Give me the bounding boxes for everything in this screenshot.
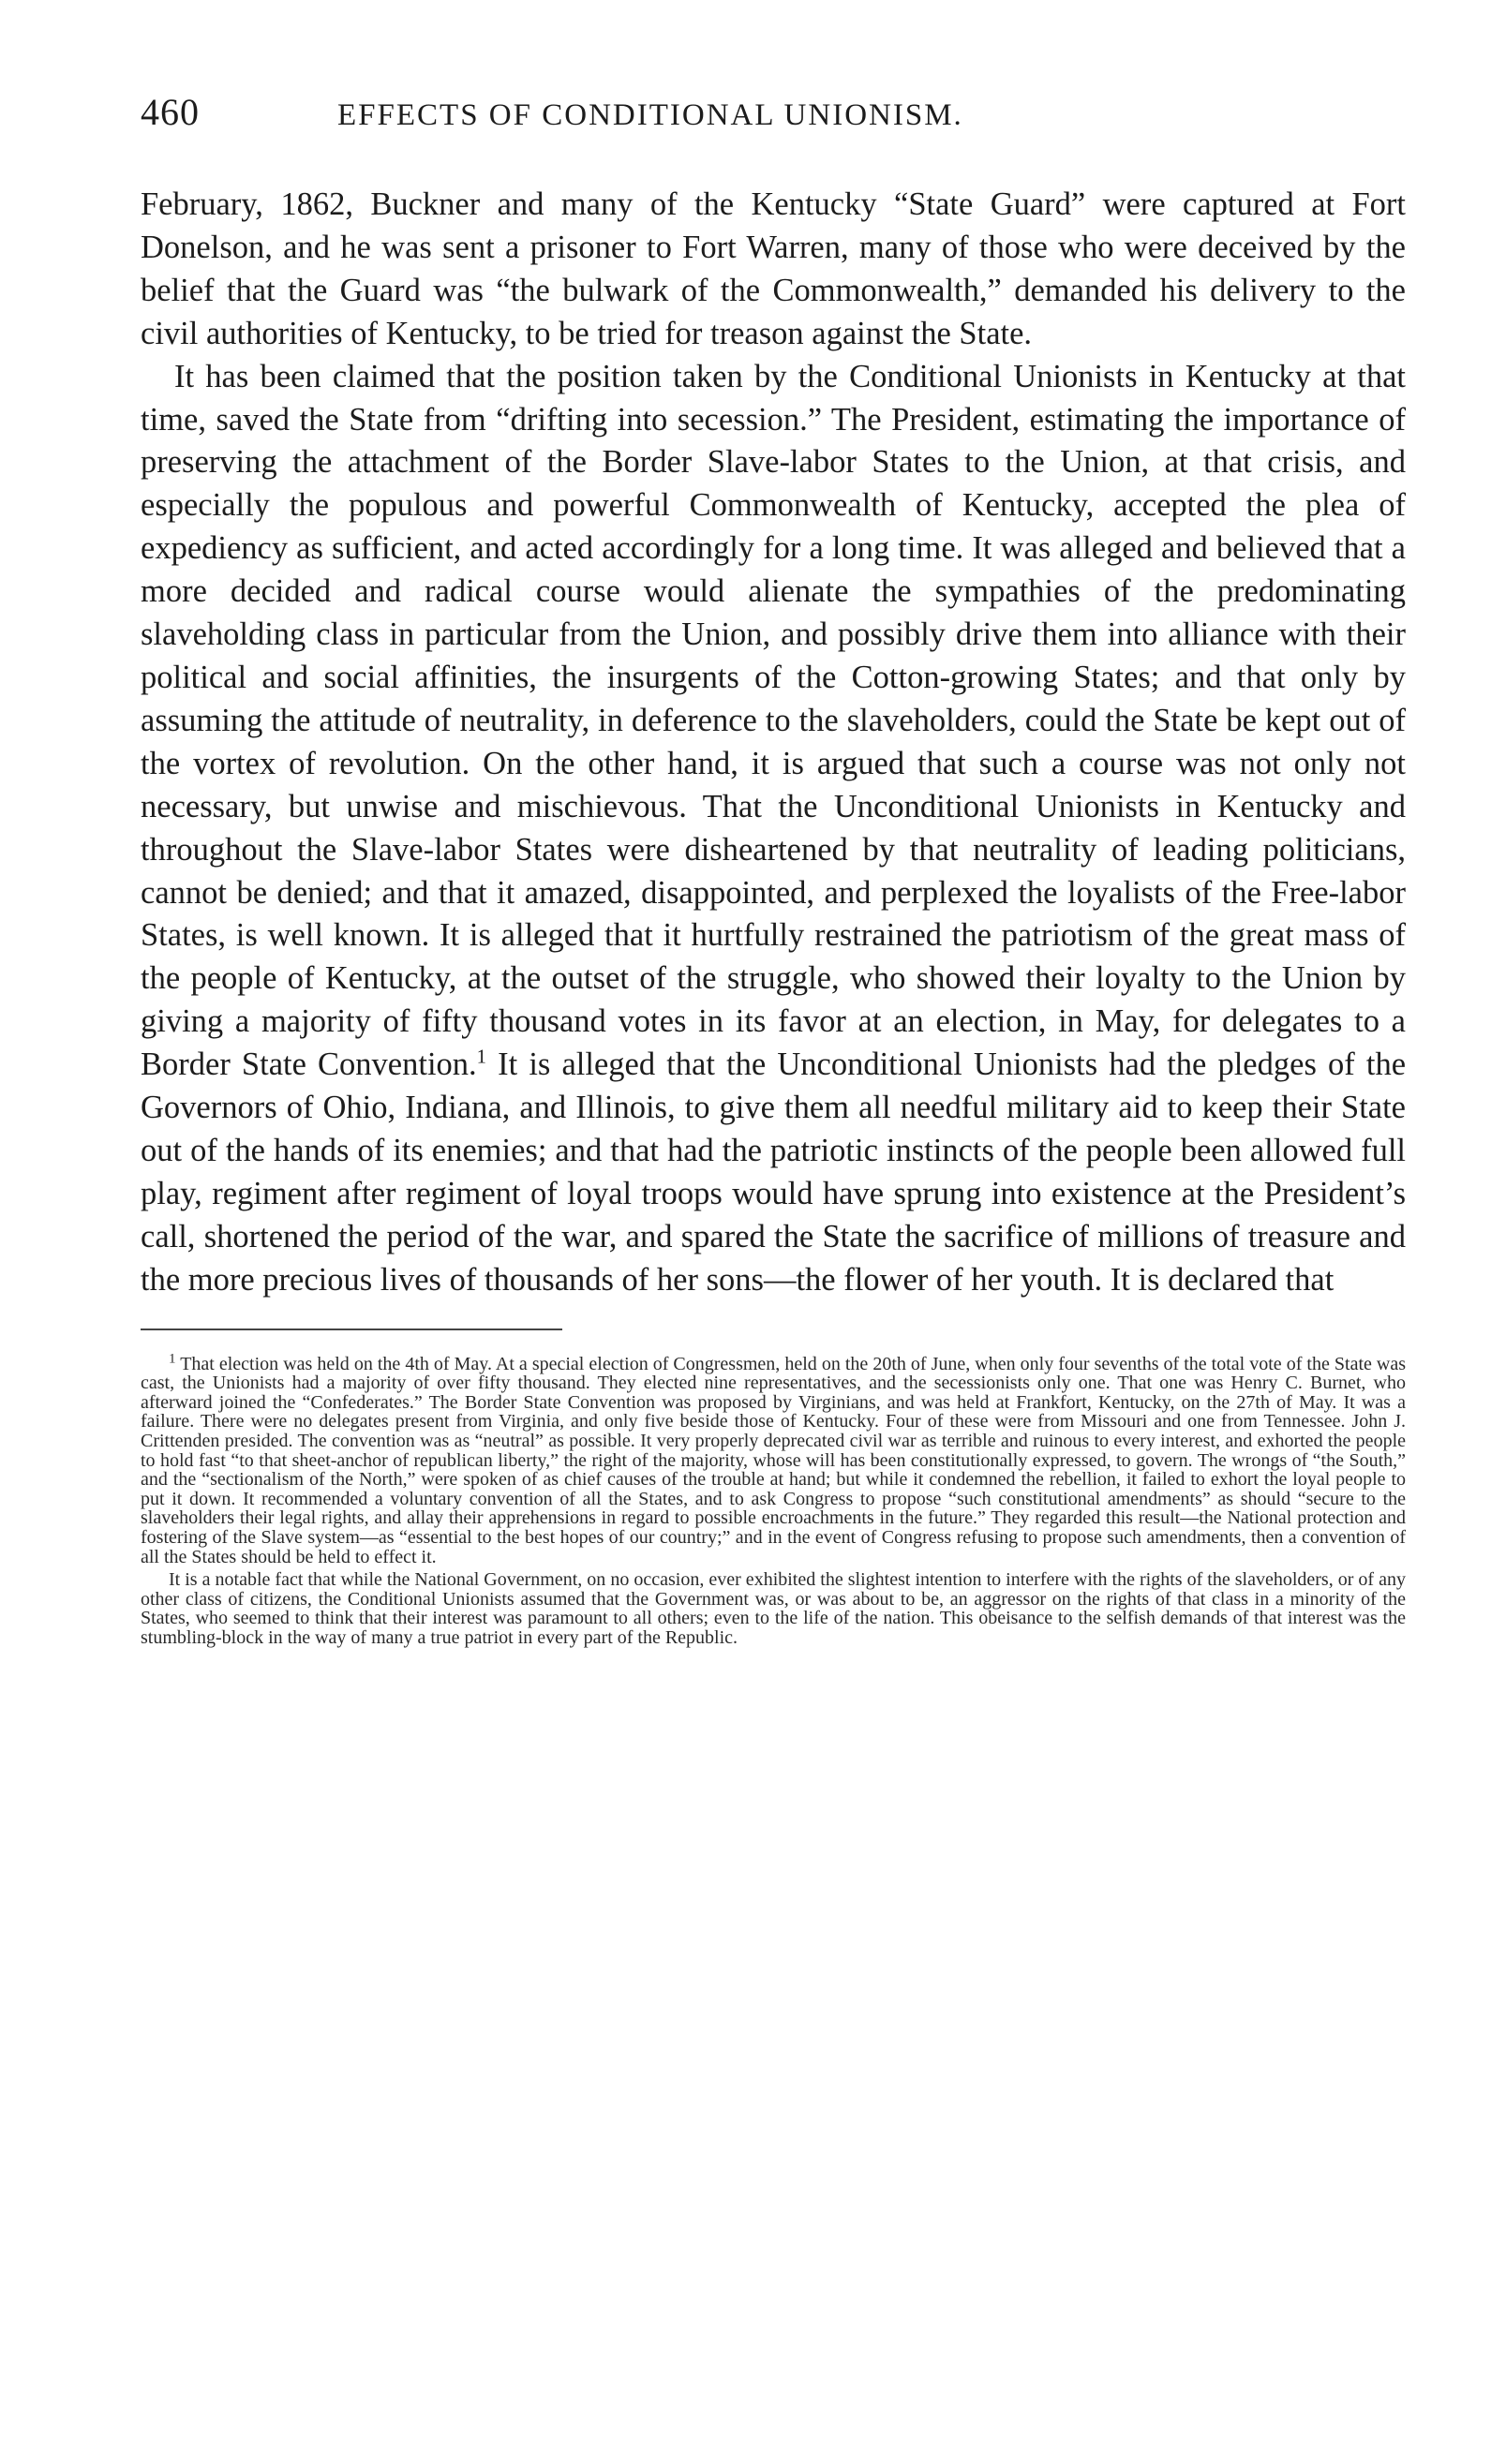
footnote-1-marker: 1 (169, 1350, 176, 1366)
page-header (141, 90, 1406, 146)
main-text (141, 184, 1406, 1302)
running-head: EFFECTS OF CONDITIONAL UNIONISM. (337, 98, 963, 132)
footnote-2: It is a notable fact that while the National Government, on no occasion, ever exhibited the slightest intention to interfere with the rights of the slaveholders, or of any other class of citizens, the Conditional Unionists assumed that the Government was, or was about to be, an aggressor on the rights of that class in a minority of the States, who seemed to think that their interest was paramount to all others; even to the life of the nation. This obeisance to the selfish demands of that interest was the stumbling-block in the way of many a true patriot in every part of the Republic. (141, 1569, 1406, 1648)
paragraph-2 (141, 356, 1406, 1302)
book-page (141, 90, 1406, 1647)
footnote-1-text: That election was held on the 4th of May. At a special election of Congressmen, held on the 20th of June, when only four sevenths of the total vote of the State was cast, the Unionists had a majority of over fifty thousand. They elected nine representatives, and the secessionists only one. That one was Henry C. Burnet, who afterward joined the “Confederates.” The Border State Convention was proposed by Virginians, and was held at Frankfort, Kentucky, on the 27th of May. It was a failure. There were no delegates present from Virginia, and only five beside those of Kentucky. Four of these were from Missouri and one from Tennessee. John J. Crittenden presided. The convention was as “neutral” as possible. It very properly deprecated civil war as terrible and ruinous to every interest, and exhorted the people to hold fast “to that sheet-anchor of republican liberty,” the right of the majority, whose will has been constitutionally expressed, to govern. The wrongs of “the South,” and the “sectionalism of the North,” were spoken of as chief causes of the trouble at hand; but while it condemned the rebellion, it failed to exhort the loyal people to put it down. It recommended a voluntary convention of all the States, and to ask Congress to propose “such constitutional amendments” as should “secure to the slaveholders their legal rights, and allay their apprehensions in regard to possible encroachments in the future.” They regarded this result—the National protection and fostering of the Slave system—as “essential to the best hopes of our country;” and in the event of Congress refusing to propose such amendments, then a convention of all the States should be held to effect it. (141, 1353, 1407, 1567)
footnote-reference: 1 (476, 1046, 487, 1068)
paragraph-2-part-1: It has been claimed that the position taken by the Conditional Unionists in Kentucky at that time, saved the State from “drifting into secession.” The President, estimating the importance of preserving the attachment of the Border Slave-labor States to the Union, at that crisis, and especially the populous and powerful Commonwealth of Kentucky, accepted the plea of expediency as sufficient, and acted accordingly for a long time. It was alleged and believed that a more decided and radical course would alienate the sympathies of the predominating slaveholding class in particular from the Union, and possibly drive them into alliance with their political and social affinities, the insurgents of the Cotton-growing States; and that only by assuming the attitude of neutrality, in deference to the slaveholders, could the State be kept out of the vortex of revolution. On the other hand, it is argued that such a course was not only not necessary, but unwise and mischievous. That the Unconditional Unionists in Kentucky and throughout the Slave-labor States were disheartened by that neutrality of leading politicians, cannot be denied; and that it amazed, disappointed, and perplexed the loyalists of the Free-labor States, is well known. It is alleged that it hurtfully restrained the patriotism of the great mass of the people of Kentucky, at the outset of the struggle, who showed their loyalty to the Union by giving a majority of fifty thousand votes in its favor at an election, in May, for delegates to a Border State Convention. (141, 358, 1406, 1083)
footnote-1 (141, 1350, 1407, 1567)
paragraph-2-part-2: It is alleged that the Unconditional Unionists had the pledges of the Governors of Ohio, Indiana, and Illinois, to give them all needful military aid to keep their State out of the hands of its enemies; and that had the patriotic instincts of the people been allowed full play, regiment after regiment of loyal troops would have sprung into existence at the President’s call, shortened the period of the war, and spared the State the sacrifice of millions of treasure and the more precious lives of thousands of her sons—the flower of her youth. It is declared that (141, 1046, 1407, 1298)
page-number: 460 (141, 91, 200, 133)
footnote-divider (141, 1328, 562, 1330)
paragraph-1: February, 1862, Buckner and many of the Kentucky “State Guard” were captured at Fort Donelson, and he was sent a prisoner to Fort Warren, many of those who were deceived by the belief that the Guard was “the bulwark of the Commonwealth,” demanded his delivery to the civil authorities of Kentucky, to be tried for treason against the State. (141, 186, 1406, 351)
footnotes (141, 1350, 1407, 1648)
